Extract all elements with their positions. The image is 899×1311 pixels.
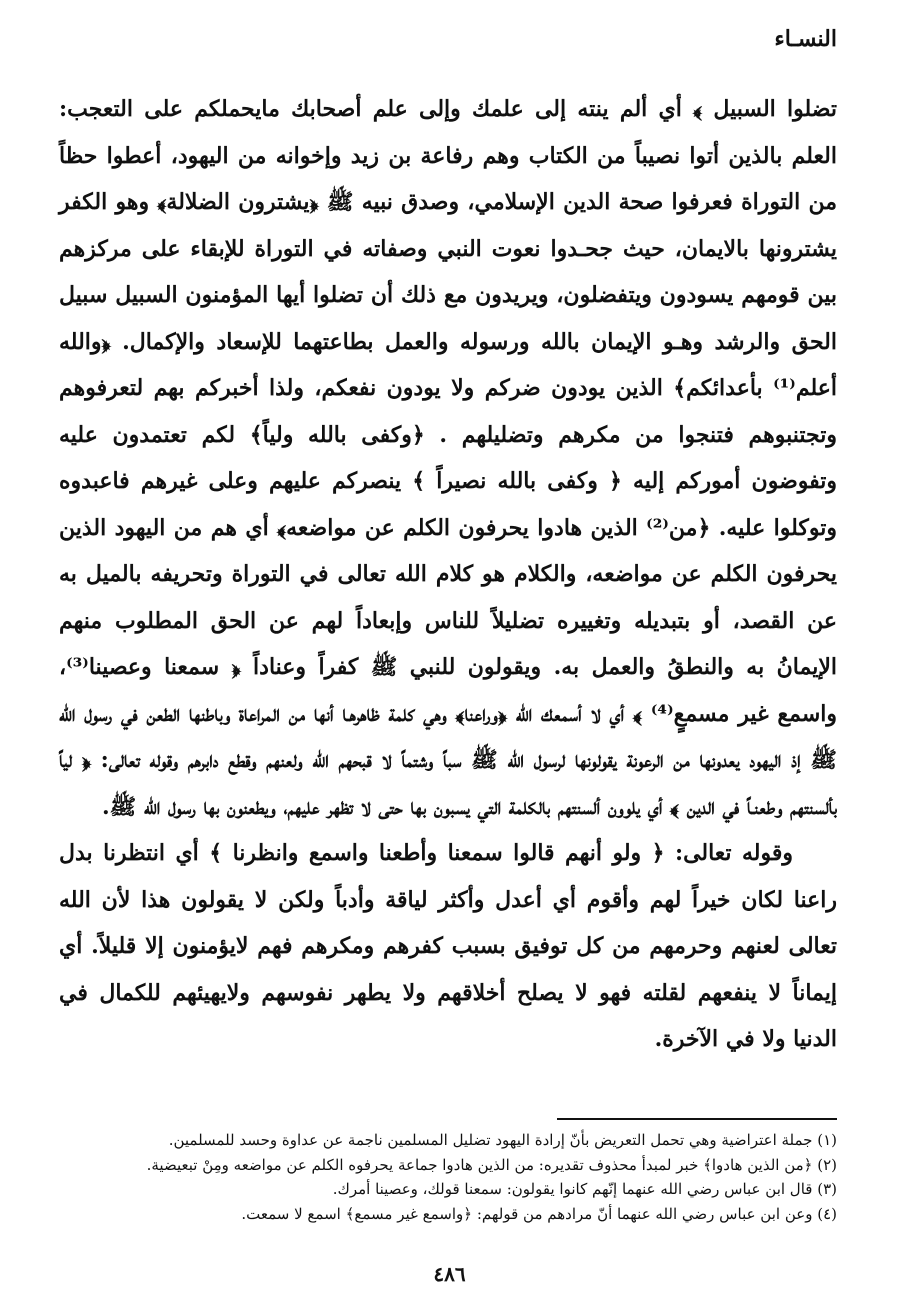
page-number: ٤٨٦ xyxy=(433,1262,466,1286)
running-header: النسـاء xyxy=(774,26,837,52)
main-text xyxy=(59,86,837,1063)
footnote-4: (٤) وعن ابن عباس رضي الله عنهما أنّ مرادهم من قولهم: ﴿واسمع غير مسمع﴾ اسمع لا سمعت. xyxy=(241,1204,837,1223)
paragraph-2: وقوله تعالى: ﴿ ولو أنهم قالوا سمعنا وأطعنا واسمع وانظرنا ﴾ أي انتظرنا بدل راعنا لكان خيراً لهم وأقوم أي أعدل وأكثر لياقة وأدباً ولكن لا يقولون هذا لأن الله تعالى لعنهم وحرمهم من كل توفيق بسبب كفرهم ومكرهم فهم لايؤمنون إلا قليلاً. أي إيماناً لا ينفعهم لقلته فهو لا يصلح أخلاقهم ولا يطهر نفوسهم ولايهيئهم للكمال في الدنيا ولا في الآخرة. xyxy=(59,840,837,1052)
footnote-3: (٣) قال ابن عباس رضي الله عنهما إنّهم كانوا يقولون: سمعنا قولك، وعصينا أمرك. xyxy=(332,1180,837,1198)
footnote-2: (٢) ﴿من الذين هادوا﴾ خبر لمبدأ محذوف تقديره: من الذين هادوا جماعة يحرفوه الكلم عن مواضعه ومِنْ تبعيضية. xyxy=(146,1155,837,1174)
footnotes xyxy=(59,1128,837,1226)
paragraph-1: تضلوا السبيل ﴾ أي ألم ينته إلى علمك وإلى علم أصحابك مايحملكم على التعجب: العلم بالذين أتوا نصيباً من الكتاب وهم رفاعة بن زيد وإخوانه من اليهود، أعطوا حظاً من التوراة فعرفوا صحة الدين الإسلامي، وصدق نبيه ﷺ ﴿يشترون الضلالة﴾ وهو الكفر يشترونها بالايمان، حيث جحـدوا نعوت النبي وصفاته في التوراة للإبقاء على مركزهم بين قومهم يسودون ويتفضلون، ويريدون مع ذلك أن تضلوا أيها المؤمنون السبيل سبيل الحق والرشد وهـو الإيمان بالله ورسوله والعمل بطاعتهما للإسعاد والإكمال. ﴿والله أعلم⁽¹⁾ بأعدائكم﴾ الذين يودون ضركم ولا يودون نفعكم، ولذا أخبركم بهم لتعرفوهم وتجتنبوهم فتنجوا من مكرهم وتضليلهم . ﴿وكفى بالله ولياً﴾ لكم تعتمدون عليه وتفوضون أموركم إليه ﴿ وكفى بالله نصيراً ﴾ ينصركم عليهم وعلى غيرهم فاعبدوه وتوكلوا عليه. ﴿من⁽²⁾ الذين هادوا يحرفون الكلم عن مواضعه﴾ أي هم من اليهود الذين يحرفون الكلم عن مواضعه، والكلام هو كلام الله تعالى في التوراة وتحريفه بالميل به عن القصد، أو بتبديله وتغييره تضليلاً للناس وإبعاداً لهم عن الحق المطلوب منهم الإيمانُ به والنطقُ والعمل به. ويقولون للنبي ﷺ كفراً وعناداً ﴿ سمعنا وعصينا⁽³⁾، واسمع غير مسمعٍ⁽⁴⁾ ﴾ أي لا أسمعك الله ﴿وراعنا﴾ وهي كلمة ظاهرهـا أنها من المراعاة وباطنها الطعن في رسول الله ﷺ إذ اليهود يعدونها من الرعونة يقولونها لرسول الله ﷺ سباً وشتماً لا قبحهم الله ولعنهم وقطع دابرهم وقوله تعالى: ﴿ لياً بألسنتهم وطعنـاً في الدين ﴾ أي يلوون ألسنتهم بالكلمة التي يسبون بها حتى لا تظهر عليهم، ويطعنون بها رسول الله ﷺ. xyxy=(59,96,838,820)
footnote-divider xyxy=(557,1118,837,1120)
footnote-1: (١) جملة اعتراضية وهي تحمل التعريض بأنّ إرادة اليهود تضليل المسلمين ناجمة عن عداوة وحسد للمسلمين. xyxy=(168,1131,837,1149)
